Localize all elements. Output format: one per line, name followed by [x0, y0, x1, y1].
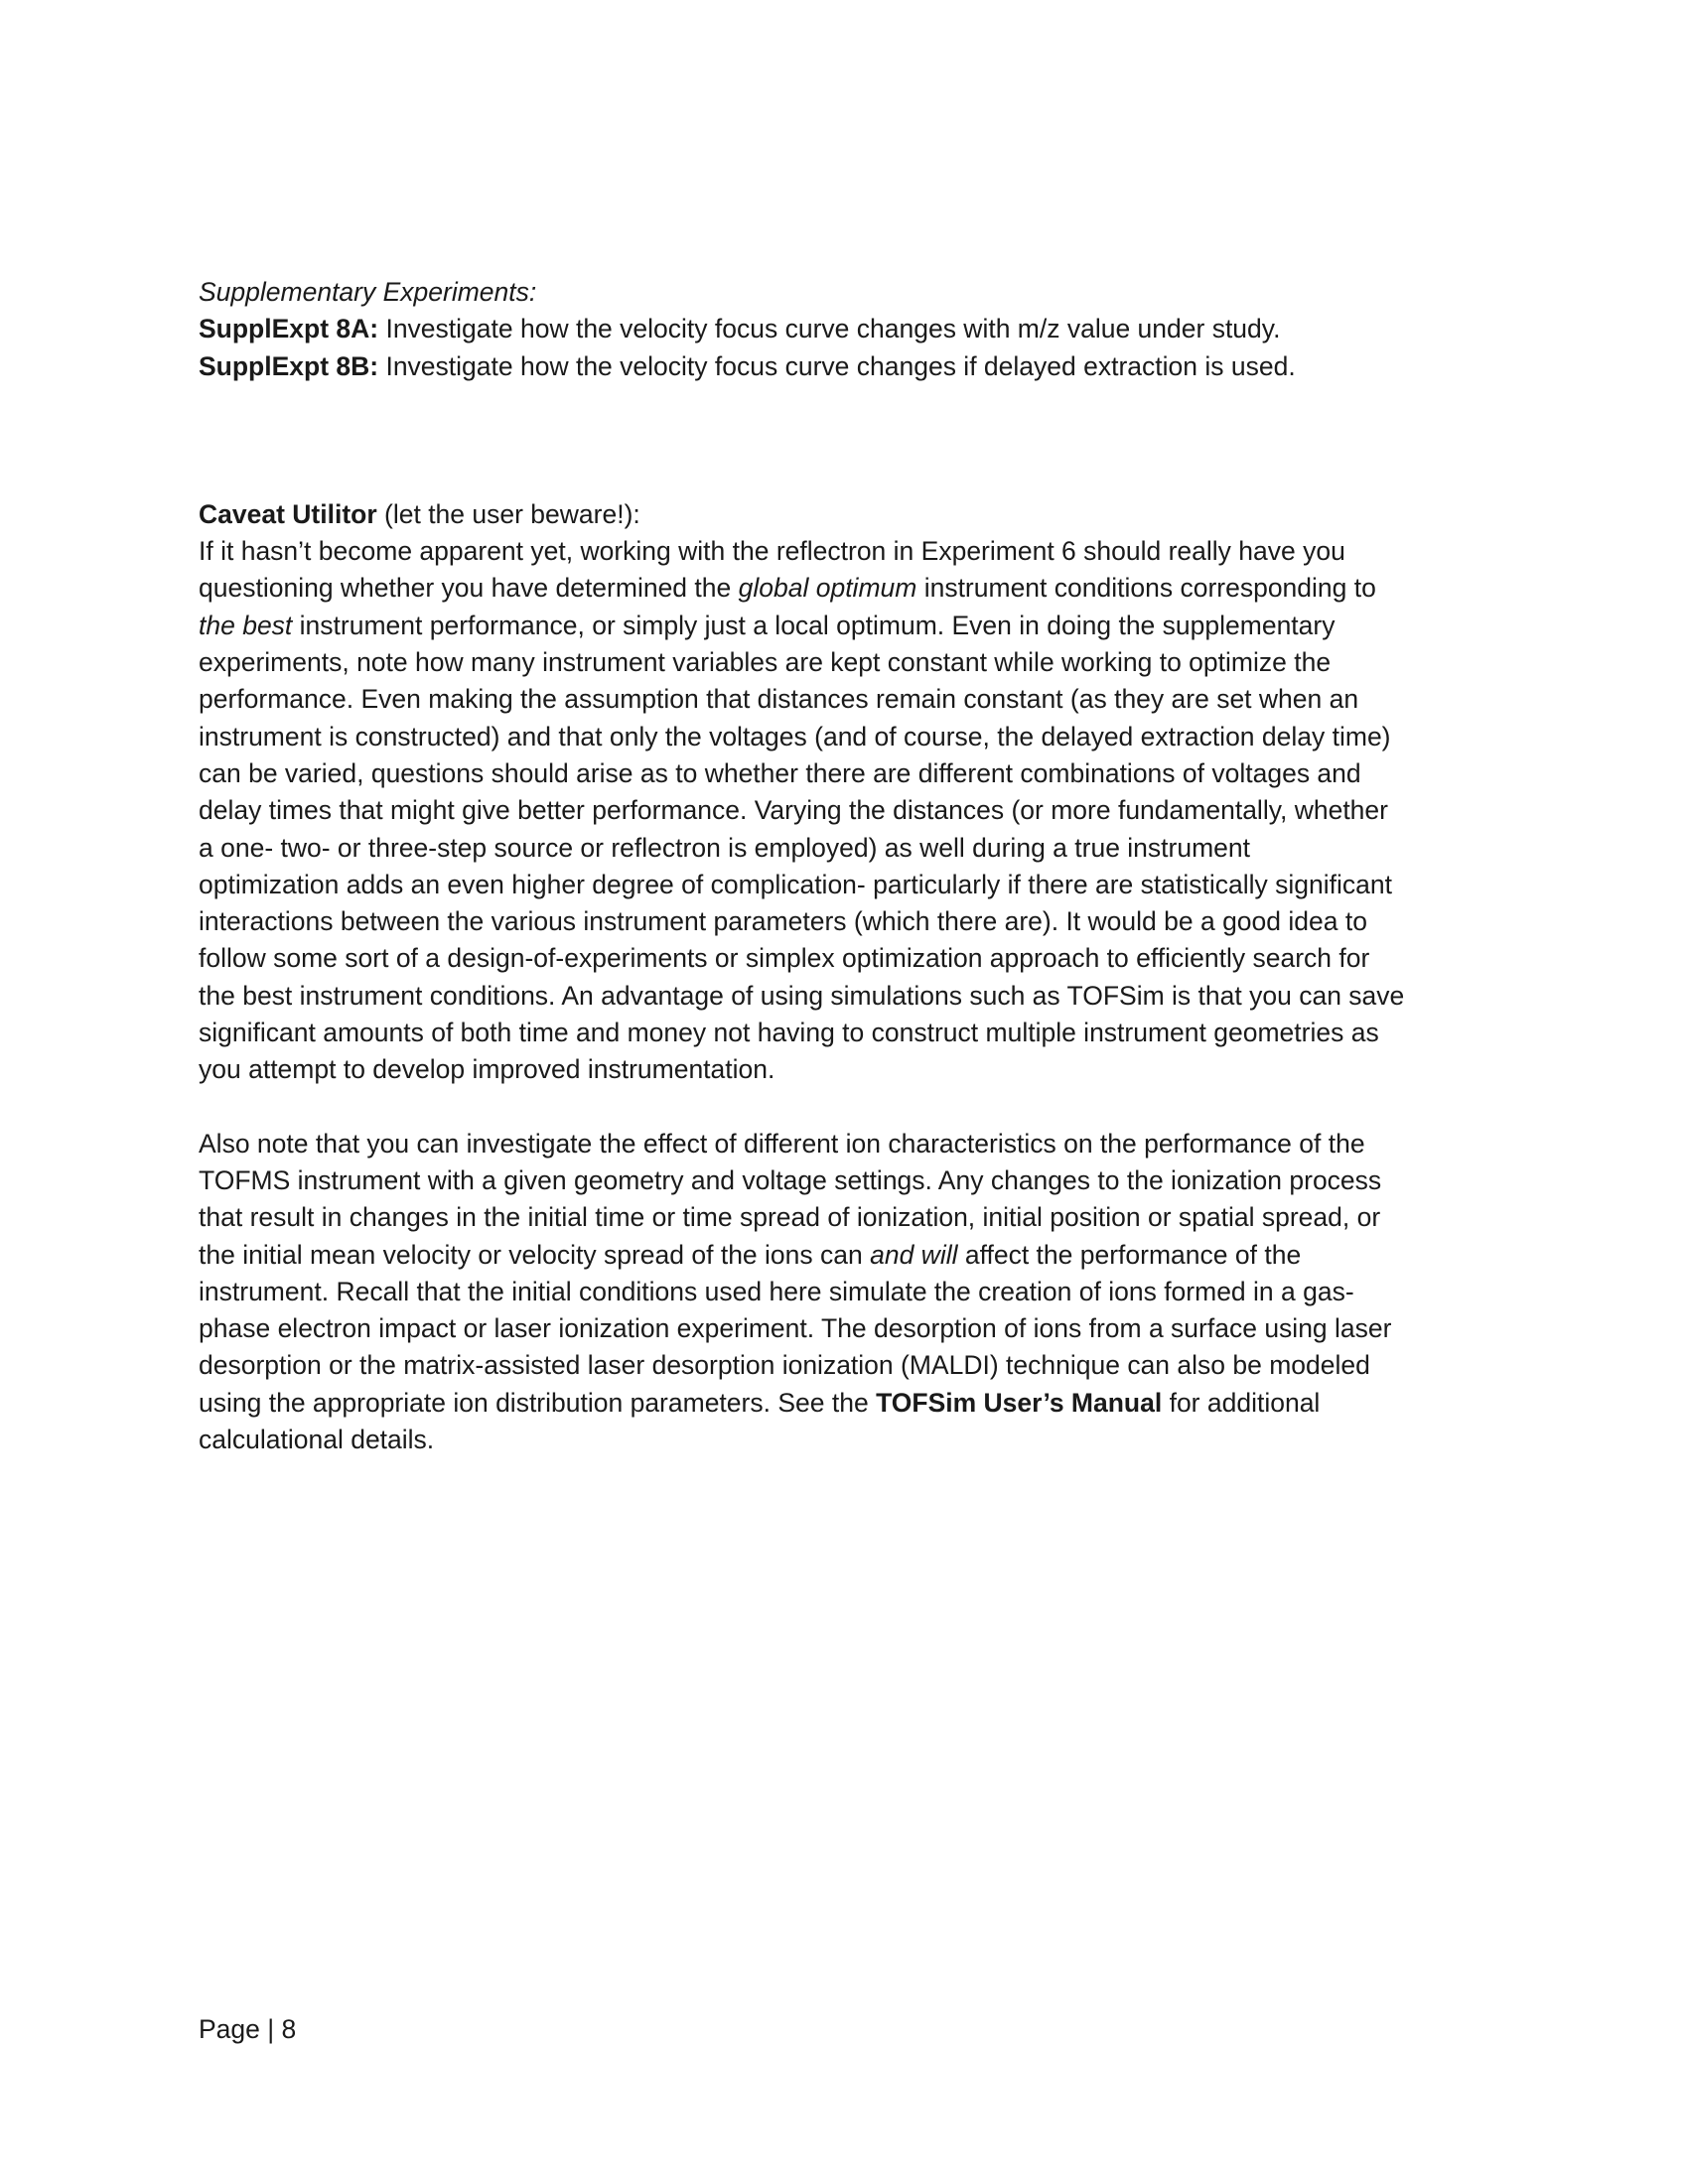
text-line: a one- two- or three-step source or reflectron is employed) as well during a true instrument: [199, 832, 1251, 863]
text-line: [199, 1237, 1489, 1274]
text-line: [199, 570, 1489, 607]
suppl-item-8a: [199, 311, 1489, 347]
text-run: the initial mean velocity or velocity spread of the ions can: [199, 1239, 871, 1270]
caveat-section: [199, 496, 1489, 1458]
text-line: follow some sort of a design-of-experiments or simplex optimization approach to efficiently search for: [199, 943, 1370, 974]
text-run: affect the performance of the: [957, 1239, 1302, 1270]
text-line: experiments, note how many instrument variables are kept constant while working to optimize the: [199, 647, 1332, 678]
supplementary-heading: Supplementary Experiments:: [199, 277, 537, 307]
text-line: optimization adds an even higher degree of complication- particularly if there are statistically significant: [199, 869, 1392, 899]
caveat-title: Caveat Utilitor: [199, 498, 377, 529]
suppl-item-label: SupplExpt 8A:: [199, 314, 379, 344]
emphasis-global-optimum: global optimum: [738, 573, 917, 604]
text-line: can be varied, questions should arise as to whether there are different combinations of voltages and: [199, 757, 1361, 788]
suppl-item-text: Investigate how the velocity focus curve changes with m/z value under study.: [378, 314, 1281, 344]
text-run: questioning whether you have determined the: [199, 573, 739, 604]
emphasis-the-best: the best: [199, 610, 293, 640]
text-line: desorption or the matrix-assisted laser desorption ionization (MALDI) technique can also be modeled: [199, 1350, 1370, 1381]
caveat-paragraph-2: [199, 1126, 1489, 1459]
text-run: using the appropriate ion distribution parameters. See the: [199, 1387, 877, 1418]
text-line: TOFMS instrument with a given geometry and voltage settings. Any changes to the ionization process: [199, 1164, 1382, 1195]
page-number: Page | 8: [199, 2014, 297, 2044]
text-line: [199, 1385, 1489, 1422]
text-line: that result in changes in the initial time or time spread of ionization, initial position or spatial spread, or: [199, 1202, 1381, 1233]
text-line: phase electron impact or laser ionization experiment. The desorption of ions from a surface using laser: [199, 1313, 1392, 1344]
page-body: [199, 274, 1489, 1458]
text-run: instrument conditions corresponding to: [916, 573, 1376, 604]
text-line: you attempt to develop improved instrumentation.: [199, 1054, 775, 1085]
text-line: performance. Even making the assumption that distances remain constant (as they are set when an: [199, 684, 1359, 715]
caveat-title-suffix: (let the user beware!):: [376, 498, 640, 529]
suppl-item-label: SupplExpt 8B:: [199, 350, 379, 381]
manual-reference: TOFSim User’s Manual: [876, 1387, 1163, 1418]
text-line: If it hasn’t become apparent yet, working with the reflectron in Experiment 6 should really have you: [199, 536, 1345, 567]
supplementary-section: [199, 274, 1489, 385]
text-line: [199, 608, 1489, 644]
text-line: Also note that you can investigate the effect of different ion characteristics on the performance of the: [199, 1128, 1365, 1159]
text-run: instrument performance, or simply just a local optimum. Even in doing the supplementary: [292, 610, 1336, 640]
text-line: delay times that might give better performance. Varying the distances (or more fundamentally, whether: [199, 795, 1388, 826]
text-line: instrument. Recall that the initial conditions used here simulate the creation of ions formed in a gas-: [199, 1276, 1354, 1306]
text-line: significant amounts of both time and money not having to construct multiple instrument geometries as: [199, 1018, 1379, 1048]
text-line: instrument is constructed) and that only the voltages (and of course, the delayed extraction delay time): [199, 721, 1391, 751]
text-line: interactions between the various instrument parameters (which there are). It would be a good idea to: [199, 906, 1367, 937]
text-line: calculational details.: [199, 1425, 435, 1455]
caveat-heading: [199, 496, 1489, 533]
text-line: the best instrument conditions. An advantage of using simulations such as TOFSim is that you can save: [199, 980, 1405, 1011]
suppl-item-text: Investigate how the velocity focus curve changes if delayed extraction is used.: [378, 350, 1296, 381]
caveat-paragraph-1: [199, 533, 1489, 1088]
emphasis-and-will: and will: [870, 1239, 958, 1270]
suppl-item-8b: [199, 348, 1489, 385]
text-run: for additional: [1162, 1387, 1321, 1418]
